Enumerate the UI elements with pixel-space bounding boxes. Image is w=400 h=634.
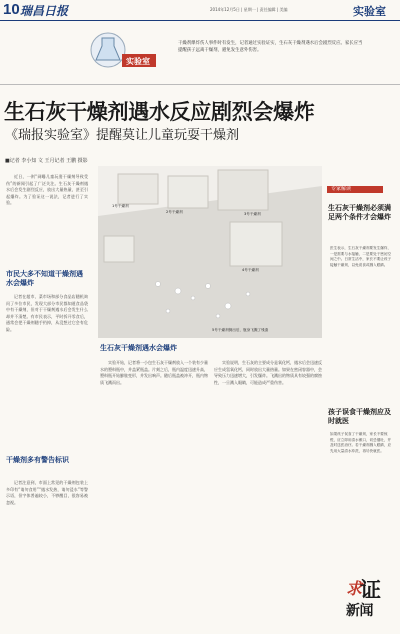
experiment-photo <box>98 166 322 338</box>
sidebar-text: 医生表示，生石灰干燥剂要发生爆炸，一是需要与水接触，二是要处于密闭空间之中。日常生活中，家长不要让孩子接触干燥剂，以免误食或溅入眼睛。 <box>330 246 392 267</box>
logo-char: 证 <box>360 578 381 602</box>
sidebar-text: 如果孩子误食了干燥剂，家长不要惊慌，应立即用清水漱口，切忌催吐，并及时送医治疗。若干燥剂溅入眼睛，应先用大量清水冲洗，再尽快就医。 <box>330 432 392 453</box>
photo-caption: 4号干燥剂 <box>242 268 259 272</box>
col1-body: 记者在超市、菜市场和部分食品店随机询问了多位市民，发现大部分市民都知道食品袋中有干燥剂，但对于干燥剂遇水后会发生什么却并不清楚。有市民表示，平时拆开零食后，通常会把干燥剂随手扔掉，从没想过它会有危险。 <box>6 294 88 332</box>
col3-body: 实验说明，生石灰的主要成分是氧化钙，遇水后会迅速反应生成氢氧化钙，同时放出大量热量。如果在密闭容器中，会导致压力迅速增大，引发爆炸。飞溅出的物质具有较强的腐蚀性，一旦溅入眼睛，可能造成严重伤害。 <box>214 360 322 385</box>
article-subtitle: 《瑞报实验室》提醒莫让儿童玩耍干燥剂 <box>5 128 240 143</box>
sidebar-title: 生石灰干燥剂必须满足两个条件才会爆炸 <box>328 204 391 221</box>
col1-heading: 市民大多不知道干燥剂遇水会爆炸 <box>6 270 83 287</box>
flask-icon <box>80 30 158 74</box>
logo-word: 新闻 <box>346 603 373 619</box>
col2-body: 实验开始，记者将一小包生石灰干燥剂放入一个装有少量水的塑料瓶中，并盖紧瓶盖。片刻之后，瓶内温度迅速升高，塑料瓶开始膨胀变形，并发出响声。随后瓶盖被冲开，瓶内物质飞溅而出。 <box>100 360 208 385</box>
paper-name: 瑞昌日报 <box>20 4 69 18</box>
verify-news-logo <box>346 574 398 630</box>
col1-body-2: 记者注意到，市面上常见的干燥剂包装上多印有“请勿食用”“遇水发热，请勿浸水”等警示语，但字体普遍较小，不够醒目，很容易被忽视。 <box>6 480 88 505</box>
byline: ■记者 李小知 文 王月记者 王鹏 摄影 <box>5 158 88 164</box>
col2-heading: 生石灰干燥剂遇水会爆炸 <box>100 344 177 352</box>
intro-text: 干燥剂爆炸伤人事件时有发生，记者通过实验证实，生石灰干燥剂遇水后会剧烈反应。家长应当提醒孩子远离干燥剂，避免发生意外伤害。 <box>178 41 363 53</box>
sidebar-title: 孩子误食干燥剂应及时就医 <box>328 408 391 425</box>
col1-heading-2: 干燥剂多有警告标识 <box>6 456 69 464</box>
photo-caption: 1号干燥剂 <box>112 204 129 208</box>
divider <box>0 84 400 85</box>
section-title: 实验室 <box>353 6 386 18</box>
page-number: 10 <box>3 1 20 18</box>
expert-label: 专家解读 <box>327 186 383 193</box>
lab-badge <box>80 30 158 74</box>
photo-caption: 3号干燥剂 <box>244 212 261 216</box>
lead-paragraph: 近日，一则“网曝儿童玩耍干燥剂导致受伤”的新闻引起了广泛关注。生石灰干燥剂遇水后会发生剧烈反应，放出大量热量，甚至引起爆炸。为了验证这一说法，记者进行了实验。 <box>6 174 88 206</box>
photo-caption: 2号干燥剂 <box>166 210 183 214</box>
page-header <box>0 0 400 21</box>
logo-brush-char: 求 <box>346 581 363 598</box>
badge-label: 实验室 <box>126 57 150 66</box>
photo-caption: 5号干燥剂倒出后，瓶身飞溅了残渣 <box>212 328 269 332</box>
article-title: 生石灰干燥剂遇水反应剧烈会爆炸 <box>4 100 315 124</box>
date-line: 2014年12月5日 | 星期一 | 责任编辑 | 美编 <box>210 7 288 12</box>
experiment-illustration <box>98 166 322 338</box>
